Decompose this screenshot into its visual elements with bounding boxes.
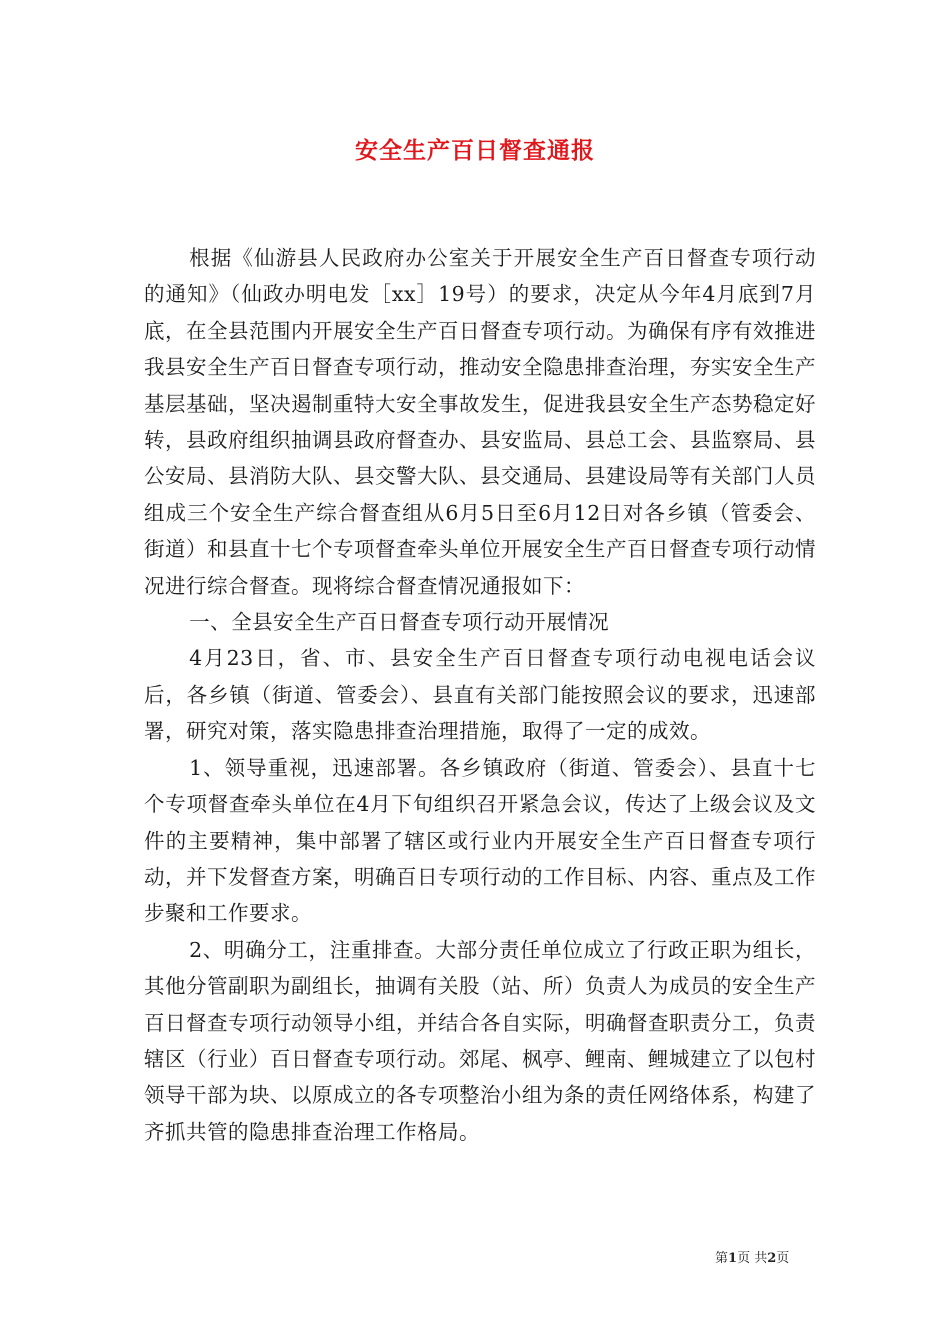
section-heading-1: 一、全县安全生产百日督查专项行动开展情况: [189, 610, 610, 635]
paragraph-intro: 根据《仙游县人民政府办公室关于开展安全生产百日督查专项行动的通知》（仙政办明电发［xx］19号）的要求，决定从今年4月底到7月底，在全县范围内开展安全生产百日督查专项行动。为确保有序有效推进我县安全生产百日督查专项行动，推动安全隐患排查治理，夯实安全生产基层基础，坚决遏制重特大安全事故发生，促进我县安全生产态势稳定好转，县政府组织抽调县政府督查办、县安监局、县总工会、县监察局、县公安局、县消防大队、县交警大队、县交通局、县建设局等有关部门人员组成三个安全生产综合督查组从6月5日至6月12日对各乡镇（管委会、街道）和县直十七个专项督查牵头单位开展安全生产百日督查专项行动情况进行综合督查。现将综合督查情况通报如下：: [144, 246, 816, 598]
footer-prefix: 第: [715, 1251, 729, 1266]
footer-total-pages: 2: [767, 1251, 777, 1266]
page-number-footer: [715, 1247, 789, 1266]
paragraph-point-1: 1、领导重视，迅速部署。各乡镇政府（街道、管委会）、县直十七个专项督查牵头单位在4月下旬组织召开紧急会议，传达了上级会议及文件的主要精神，集中部署了辖区或行业内开展安全生产百日督查专项行动，并下发督查方案，明确百日专项行动的工作目标、内容、重点及工作步聚和工作要求。: [144, 755, 816, 926]
document-body: [144, 240, 816, 1150]
footer-suffix: 页: [776, 1251, 790, 1266]
footer-middle: 页 共: [737, 1251, 768, 1266]
document-title: 安全生产百日督查通报: [355, 137, 595, 164]
footer-current-page: 1: [728, 1251, 738, 1266]
paragraph-meeting: 4月23日，省、市、县安全生产百日督查专项行动电视电话会议后，各乡镇（街道、管委会）、县直有关部门能按照会议的要求，迅速部署，研究对策，落实隐患排查治理措施，取得了一定的成效。: [144, 646, 816, 744]
paragraph-point-2: 2、明确分工，注重排查。大部分责任单位成立了行政正职为组长，其他分管副职为副组长，抽调有关股（站、所）负责人为成员的安全生产百日督查专项行动领导小组，并结合各自实际，明确督查职责分工，负责辖区（行业）百日督查专项行动。郊尾、枫亭、鲤南、鲤城建立了以包村领导干部为块、以原成立的各专项整治小组为条的责任网络体系，构建了齐抓共管的隐患排查治理工作格局。: [144, 937, 816, 1144]
